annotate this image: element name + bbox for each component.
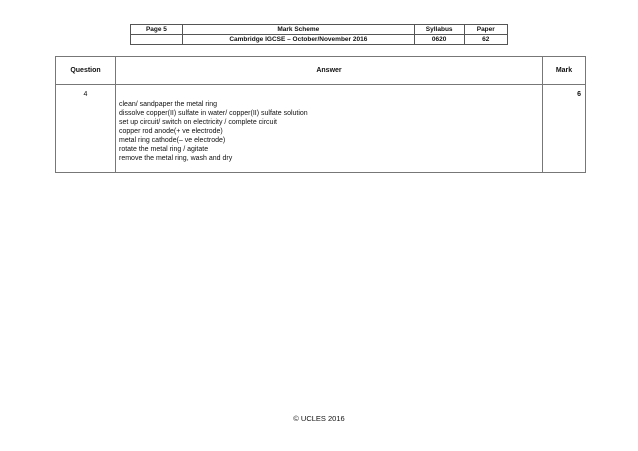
answer-cell [116,85,543,173]
mark-scheme-title: Mark Scheme [182,25,414,35]
mark-value: 6 [543,85,586,173]
exam-name: Cambridge IGCSE – October/November 2016 [182,35,414,45]
answer-line: rotate the metal ring / agitate [119,146,209,153]
header-blank-cell [131,35,183,45]
answer-line: clean/ sandpaper the metal ring [119,101,218,108]
table-header-row [56,57,586,85]
paper-label: Paper [464,25,507,35]
answer-line: set up circuit/ switch on electricity / complete circuit [119,119,277,126]
copyright-footer: © UCLES 2016 [293,414,345,423]
answer-header: Answer [116,57,543,85]
mark-header: Mark [543,57,586,85]
answer-line: copper rod anode(+ ve electrode) [119,128,223,135]
answer-line: dissolve copper(II) sulfate in water/ copper(II) sulfate solution [119,110,308,117]
table-row [56,85,586,173]
header-box [130,24,508,45]
answer-line: metal ring cathode(– ve electrode) [119,137,226,144]
answer-line: remove the metal ring, wash and dry [119,155,233,162]
page-label: Page 5 [131,25,183,35]
mark-scheme-table [55,56,586,173]
syllabus-label: Syllabus [414,25,464,35]
question-number: 4 [56,85,116,173]
syllabus-code: 0620 [414,35,464,45]
question-header: Question [56,57,116,85]
paper-number: 62 [464,35,507,45]
